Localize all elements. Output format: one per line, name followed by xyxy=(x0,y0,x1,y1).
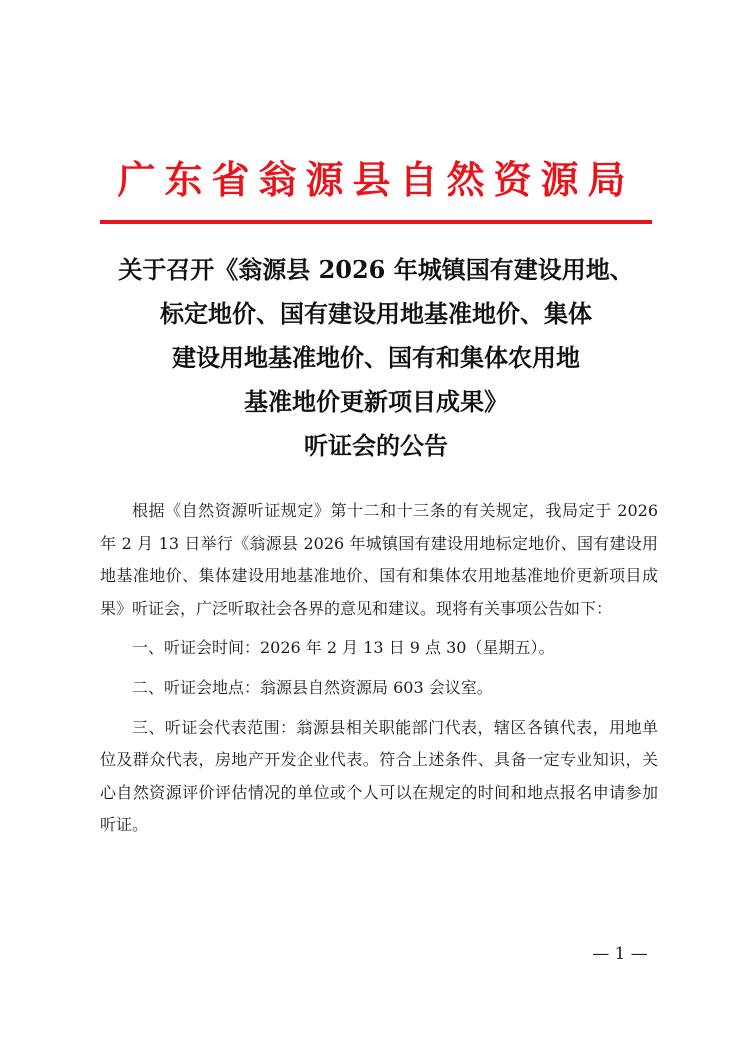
title-line: 听证会的公告 xyxy=(304,431,448,460)
body-paragraph-location: 二、听证会地点：翁源县自然资源局 603 会议室。 xyxy=(132,677,493,697)
title-line: 基准地价更新项目成果》 xyxy=(244,387,508,416)
body-paragraph-representatives: 三、听证会代表范围：翁源县相关职能部门代表，辖区各镇代表，用地单位及群众代表，房地产开发企业代表。符合上述条件、具备一定专业知识，关心自然资源评价评估情况的单位或个人可以在规定的时间和地点报名申请参加听证。 xyxy=(100,717,658,835)
body-paragraph-intro: 根据《自然资源听证规定》第十二和十三条的有关规定，我局定于 2026 年 2 月 13 日举行《翁源县 2026 年城镇国有建设用地标定地价、国有建设用地基准地价、集体建设用地基准地价、国有和集体农用地基准地价更新项目成果》听证会，广泛听取社会各界的意见和建议。现将有关事项公告如下： xyxy=(100,501,658,618)
red-divider-line xyxy=(100,220,652,224)
notice-body xyxy=(100,495,658,842)
page-number: — 1 — xyxy=(592,944,648,964)
title-line: 建设用地基准地价、国有和集体农用地 xyxy=(172,343,580,372)
body-paragraph-time: 一、听证会时间：2026 年 2 月 13 日 9 点 30（星期五）。 xyxy=(132,638,555,658)
title-line: 标定地价、国有建设用地基准地价、集体 xyxy=(160,299,592,328)
notice-title xyxy=(90,248,662,468)
organization-title: 广东省翁源县自然资源局 xyxy=(117,157,635,202)
title-line: 关于召开《翁源县 2026 年城镇国有建设用地、 xyxy=(118,255,634,284)
